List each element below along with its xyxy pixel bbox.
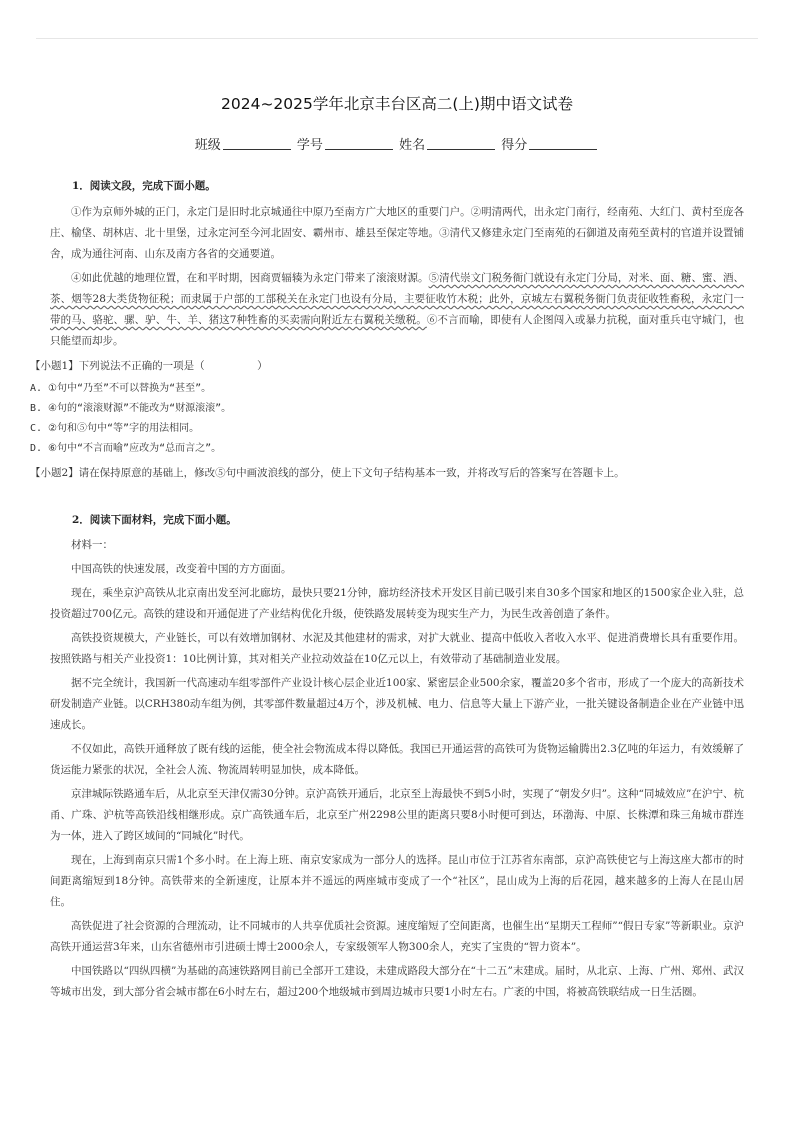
question-1 (30, 176, 745, 484)
q1-paragraph-1: ①作为京师外城的正门，永定门是旧时北京城通往中原乃至南方广大地区的重要门户。②明清两代，出永定门南行，经南苑、大红门、黄村至庞各庄、榆垡、胡林店、北十里堡，过永定河至今河北固安、霸州市、雄县至保定等地。③清代又修建永定门至南苑的石御道及南苑至黄村的官道并设置铺舍，成为通往河南、山东及南方各省的交通要道。 (50, 206, 744, 260)
q2-paragraph-8: 高铁促进了社会资源的合理流动，让不同城市的人共享优质社会资源。速度缩短了空间距离，也催生出“星期天工程师”“假日专家”等新职业。京沪高铁开通运营3年来，山东省德州市引进硕士博士2000余人，专家级领军人物300余人，充实了宝贵的“智力资本”。 (50, 920, 744, 953)
exam-title: 2024~2025学年北京丰台区高二(上)期中语文试卷 (221, 95, 573, 113)
q1-wavy-underlined-sentence: ⑤清代崇文门税务衙门就设有永定门分局，对米、面、糖、蜜、酒、茶、烟等28大类货物征税；而隶属于户部的工部税关在永定门也设有分局，主要征收竹木税；此外，京城左右翼税务衙门负责征收牲畜税，永定门一带的马、骆驼、骡、驴、牛、羊、猪这7种牲畜的买卖需向附近左右翼税关缴税。 (50, 272, 745, 326)
q2-paragraph-7: 现在，上海到南京只需1个多小时。在上海上班、南京安家成为一部分人的选择。昆山市位于江苏省东南部，京沪高铁使它与上海这座大都市的时间距离缩短到18分钟。高铁带来的全新速度，让原本并不遥远的两座城市变成了一个“社区”，昆山成为上海的后花园，越来越多的上海人在昆山居住。 (50, 854, 744, 908)
name-label: 姓名 (399, 138, 426, 153)
class-blank[interactable] (223, 136, 291, 150)
question-2-heading: 2．阅读下面材料，完成下面小题。 (72, 514, 237, 526)
score-blank[interactable] (529, 136, 597, 150)
q2-paragraph-4: 据不完全统计，我国新一代高速动车组零部件产业设计核心层企业近100家、紧密层企业500余家，覆盖20多个省市，形成了一个庞大的高新技术研发制造产业链。以CRH380动车组为例，其零部件数量超过4万个，涉及机械、电力、信息等大量上下游产业，一批关键设备制造企业在产业链中迅速成长。 (50, 677, 744, 731)
q1-options (30, 379, 744, 459)
q2-paragraph-5: 不仅如此，高铁开通释放了既有线的运能，使全社会物流成本得以降低。我国已开通运营的高铁可为货物运输腾出2.3亿吨的年运力，有效缓解了货运能力紧张的状况，全社会人流、物流周转明显加快，成本降低。 (50, 743, 744, 776)
q2-paragraph-3: 高铁投资规模大，产业链长，可以有效增加钢材、水泥及其他建材的需求，对扩大就业、提高中低收入者收入水平、促进消费增长具有重要作用。按照铁路与相关产业投资1：10比例计算，其对相关产业拉动效益在10亿元以上，有效带动了基础制造业发展。 (50, 632, 744, 665)
q1-paragraph-2 (50, 268, 744, 352)
option-d[interactable]: D. ⑥句中“不言而喻”应改为“总而言之”。 (30, 443, 222, 454)
question-1-heading: 1．阅读文段，完成下面小题。 (72, 180, 216, 192)
q1-para2-part1: ④如此优越的地理位置，在和平时期，因商贾辐辏为永定门带来了滚滚财源。 (71, 272, 429, 284)
q2-paragraph-1: 中国高铁的快速发展，改变着中国的方方面面。 (71, 563, 292, 575)
option-b[interactable]: B. ④句的“滚滚财源”不能改为“财源滚滚”。 (30, 403, 232, 414)
student-id-blank[interactable] (325, 136, 393, 150)
q1-subquestion-1: 【小题1】下列说法不正确的一项是（ ） (30, 360, 268, 372)
question-2 (50, 510, 744, 1003)
q2-paragraph-9: 中国铁路以“四纵四横”为基础的高速铁路网目前已全部开工建设，未建成路段大部分在“十二五”末建成。届时，从北京、上海、广州、郑州、武汉等城市出发，到大部分省会城市都在6小时左右，超过200个地级城市到周边城市只要1小时左右。广袤的中国，将被高铁联结成一日生活圈。 (50, 965, 744, 998)
score-label: 得分 (501, 138, 528, 153)
student-info-fields (0, 134, 794, 153)
q1-para2-part2: ⑥不言而喻，即使有人企图闯入或暴力抗税，面对重兵屯守城门，也只能望而却步。 (50, 314, 745, 347)
option-c[interactable]: C. ②句和⑤句中“等”字的用法相同。 (30, 423, 200, 434)
student-id-label: 学号 (296, 138, 323, 153)
class-label: 班级 (194, 138, 221, 153)
header-divider (36, 38, 758, 39)
material-1-label: 材料一： (71, 539, 113, 551)
q1-subquestion-2: 【小题2】请在保持原意的基础上，修改⑤句中画波浪线的部分，使上下文句子结构基本一致，并将改写后的答案写在答题卡上。 (30, 467, 625, 479)
option-a[interactable]: A. ①句中“乃至”不可以替换为“甚至”。 (30, 383, 212, 394)
q2-paragraph-2: 现在，乘坐京沪高铁从北京南出发至河北廊坊，最快只要21分钟，廊坊经济技术开发区目前已吸引来自30多个国家和地区的1500家企业入驻，总投资超过700亿元。高铁的建设和开通促进了产业结构优化升级，使铁路发展转变为现实生产力，为民生改善创造了条件。 (50, 587, 744, 620)
name-blank[interactable] (427, 136, 495, 150)
q2-paragraph-6: 京津城际铁路通车后，从北京至天津仅需30分钟。京沪高铁开通后，北京至上海最快不到5小时，实现了“朝发夕归”。这种“同城效应”在沪宁、杭甬、广珠、沪杭等高铁沿线相继形成。京广高铁通车后，北京至广州2298公里的距离只要8小时便可到达，环渤海、中原、长株潭和珠三角城市群连为一体，进入了跨区域间的“同城化”时代。 (50, 788, 744, 842)
